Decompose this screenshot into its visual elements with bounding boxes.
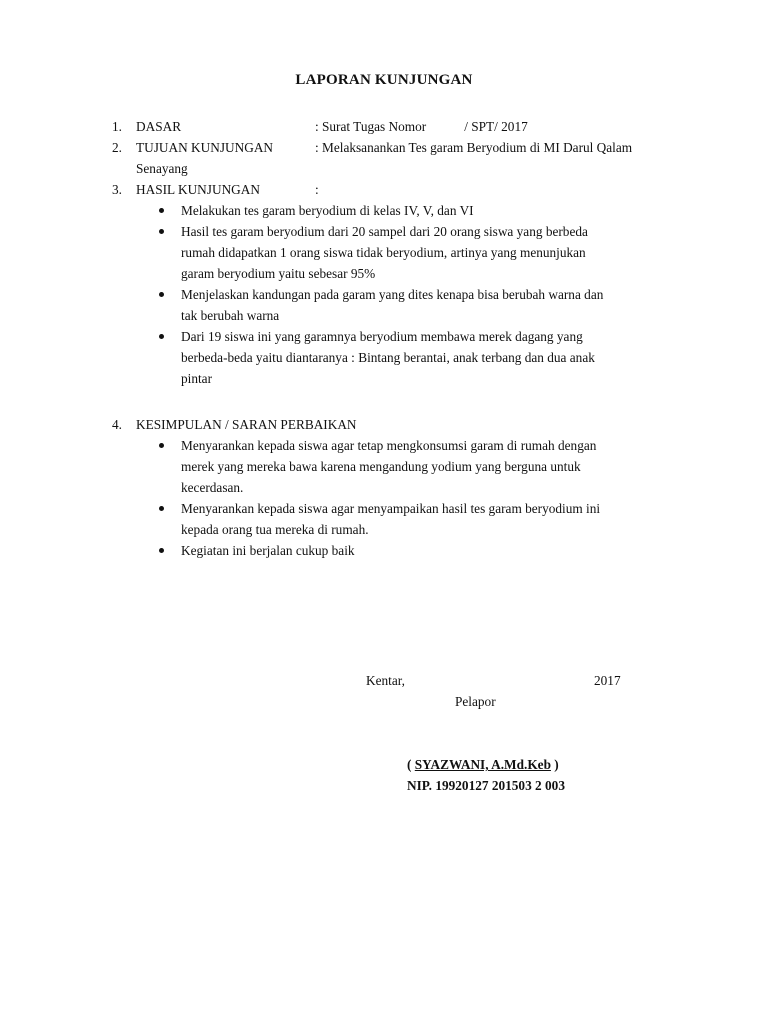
- section-value: : Melaksanankan Tes garam Beryodium di MI Darul Qalam: [315, 140, 633, 155]
- section-label: KESIMPULAN / SARAN PERBAIKAN: [136, 417, 357, 432]
- signature-nip: NIP. 19920127 201503 2 003: [407, 778, 565, 793]
- bullet-text-line: kepada orang tua mereka di rumah.: [181, 522, 369, 537]
- bullet-text-line: kecerdasan.: [181, 480, 244, 495]
- section-number: 1.: [112, 119, 122, 134]
- surat-tugas-text: : Surat Tugas Nomor: [315, 119, 427, 134]
- section-label: DASAR: [136, 119, 182, 134]
- hasil-list-item: [181, 326, 681, 389]
- section-label: TUJUAN KUNJUNGAN: [136, 140, 274, 155]
- bullet-text-line: Hasil tes garam beryodium dari 20 sampel dari 20 orang siswa yang berbeda: [181, 224, 588, 239]
- kesimpulan-list-item: [181, 498, 681, 540]
- signature-year: 2017: [594, 673, 621, 688]
- bullet-text-line: pintar: [181, 371, 213, 386]
- signature-name-line: ( SYAZWANI, A.Md.Keb ): [407, 757, 559, 772]
- signature-name: SYAZWANI, A.Md.Keb: [414, 757, 551, 772]
- bullet-text-line: merek yang mereka bawa karena mengandung yodium yang berguna untuk: [181, 459, 581, 474]
- bullet-text-line: rumah didapatkan 1 orang siswa tidak beryodium, artinya yang menunjukan: [181, 245, 586, 260]
- signature-role: Pelapor: [455, 694, 496, 709]
- bullet-text-line: berbeda-beda yaitu diantaranya : Bintang berantai, anak terbang dan dua anak: [181, 350, 595, 365]
- hasil-bullet-list: [181, 200, 681, 389]
- bullet-text-line: Kegiatan ini berjalan cukup baik: [181, 543, 355, 558]
- document-title: LAPORAN KUNJUNGAN: [295, 72, 473, 88]
- section-number: 3.: [112, 182, 122, 197]
- hasil-list-item: [181, 221, 681, 284]
- section-tujuan-continuation: Senayang: [136, 161, 188, 176]
- kesimpulan-list-item: [181, 540, 681, 561]
- spt-number-text: / SPT/ 2017: [464, 119, 528, 134]
- signature-place: Kentar,: [366, 673, 405, 688]
- section-number: 4.: [112, 417, 122, 432]
- bullet-text-line: Menyarankan kepada siswa agar tetap mengkonsumsi garam di rumah dengan: [181, 438, 597, 453]
- section-label: HASIL KUNJUNGAN: [136, 182, 260, 197]
- bullet-text-line: Dari 19 siswa ini yang garamnya beryodium membawa merek dagang yang: [181, 329, 583, 344]
- bullet-text-line: garam beryodium yaitu sebesar 95%: [181, 266, 376, 281]
- hasil-list-item: [181, 200, 681, 221]
- kesimpulan-list-item: [181, 435, 681, 498]
- bullet-text-line: tak berubah warna: [181, 308, 280, 323]
- section-value: :: [315, 182, 319, 197]
- bullet-text-line: Menyarankan kepada siswa agar menyampaikan hasil tes garam beryodium ini: [181, 501, 601, 516]
- section-number: 2.: [112, 140, 122, 155]
- hasil-list-item: [181, 284, 681, 326]
- section-value: [315, 116, 528, 137]
- bullet-text-line: Menjelaskan kandungan pada garam yang dites kenapa bisa berubah warna dan: [181, 287, 604, 302]
- kesimpulan-bullet-list: [181, 435, 681, 561]
- bullet-text-line: Melakukan tes garam beryodium di kelas IV, V, dan VI: [181, 203, 474, 218]
